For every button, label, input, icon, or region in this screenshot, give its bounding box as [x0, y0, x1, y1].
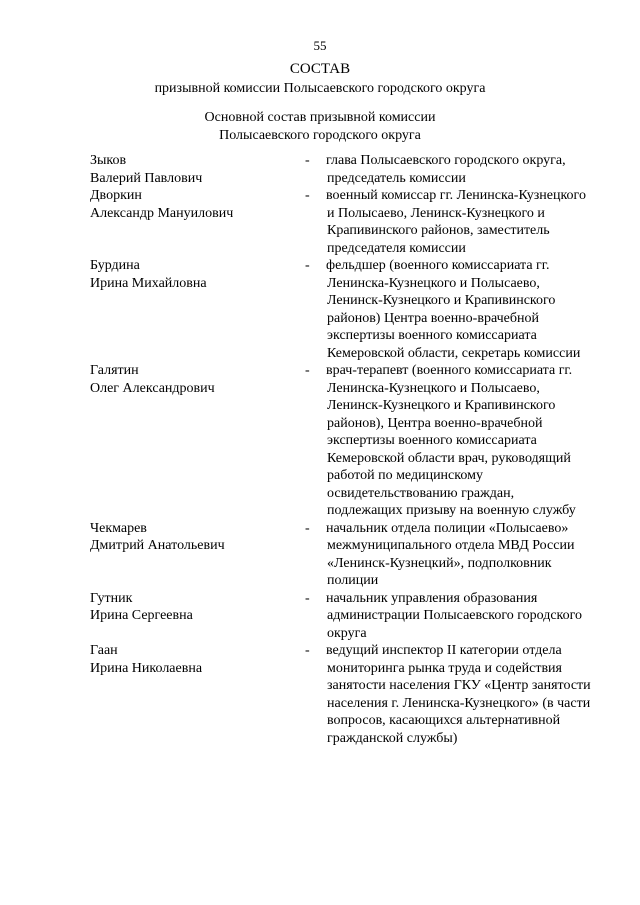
member-row	[0, 362, 640, 520]
separator-dash: -	[305, 520, 310, 536]
separator-dash: -	[305, 590, 310, 606]
document-title: СОСТАВ	[289, 61, 351, 77]
page-number: 55	[313, 38, 327, 53]
member-name	[90, 362, 290, 397]
member-name	[90, 257, 290, 292]
member-given-names: Ирина Михайловна	[90, 275, 207, 291]
member-row	[0, 257, 640, 362]
member-surname: Галятин	[90, 363, 139, 378]
section-title: Основной состав призывной комиссии Полысаевского городского округа	[204, 110, 436, 143]
member-row	[0, 520, 640, 590]
member-name	[90, 642, 290, 677]
separator-dash: -	[305, 188, 310, 203]
member-given-names: Олег Александрович	[90, 380, 215, 396]
member-surname: Дворкин	[90, 188, 142, 203]
separator-dash: -	[305, 363, 310, 378]
member-given-names: Ирина Сергеевна	[90, 608, 193, 623]
member-surname: Гутник	[90, 590, 133, 606]
member-surname: Зыков	[90, 153, 127, 168]
member-given-names: Валерий Павлович	[90, 170, 203, 186]
member-role: военный комиссар гг. Ленинска-Кузнецкого и Полысаево, Ленинск-Кузнецкого и Крапивинского районов, заместитель председателя комиссии	[326, 188, 586, 256]
member-role: фельдшер (военного комиссариата гг. Ленинска-Кузнецкого и Полысаево, Ленинск-Кузнецкого и Крапивинского районов) Центра военно-врачебной экспертизы военного комиссариата Кемеровской области, секретарь комиссии	[326, 258, 581, 361]
document-subtitle: призывной комиссии Полысаевского городского округа	[154, 81, 486, 96]
separator-dash: -	[305, 258, 310, 273]
member-row	[0, 590, 640, 643]
member-role: ведущий инспектор II категории отдела мониторинга рынка труда и содействия занятости населения ГКУ «Центр занятости населения г. Ленинска-Кузнецкого» (в части вопросов, касающихся альтернативной гражданской службы)	[326, 643, 591, 746]
member-name	[90, 152, 290, 187]
member-given-names: Ирина Николаевна	[90, 660, 203, 676]
member-role: начальник отдела полиции «Полысаево» межмуниципального отдела МВД России «Ленинск-Кузнецкий», подполковник полиции	[326, 520, 575, 588]
member-surname: Чекмарев	[90, 520, 147, 536]
member-row	[0, 187, 640, 257]
member-name	[90, 187, 290, 222]
members-list	[0, 152, 640, 747]
member-name	[90, 590, 290, 625]
member-surname: Бурдина	[90, 258, 140, 273]
member-given-names: Александр Мануилович	[90, 205, 234, 221]
member-role: начальник управления образования администрации Полысаевского городского округа	[326, 590, 583, 641]
separator-dash: -	[305, 153, 310, 168]
separator-dash: -	[305, 643, 310, 658]
member-surname: Гаан	[90, 643, 118, 658]
member-role: глава Полысаевского городского округа, председатель комиссии	[326, 153, 566, 186]
member-row	[0, 642, 640, 747]
member-row	[0, 152, 640, 187]
member-role: врач-терапевт (военного комиссариата гг. Ленинска-Кузнецкого и Полысаево, Ленинск-Кузнецкого и Крапивинского районов), Центра военно-врачебной экспертизы военного комиссариата Кемеровской области врач, руководящий работой по медицинскому освидетельствованию граждан, подлежащих призыву на военную службу	[326, 363, 576, 518]
member-name	[90, 520, 290, 555]
member-given-names: Дмитрий Анатольевич	[90, 538, 225, 553]
